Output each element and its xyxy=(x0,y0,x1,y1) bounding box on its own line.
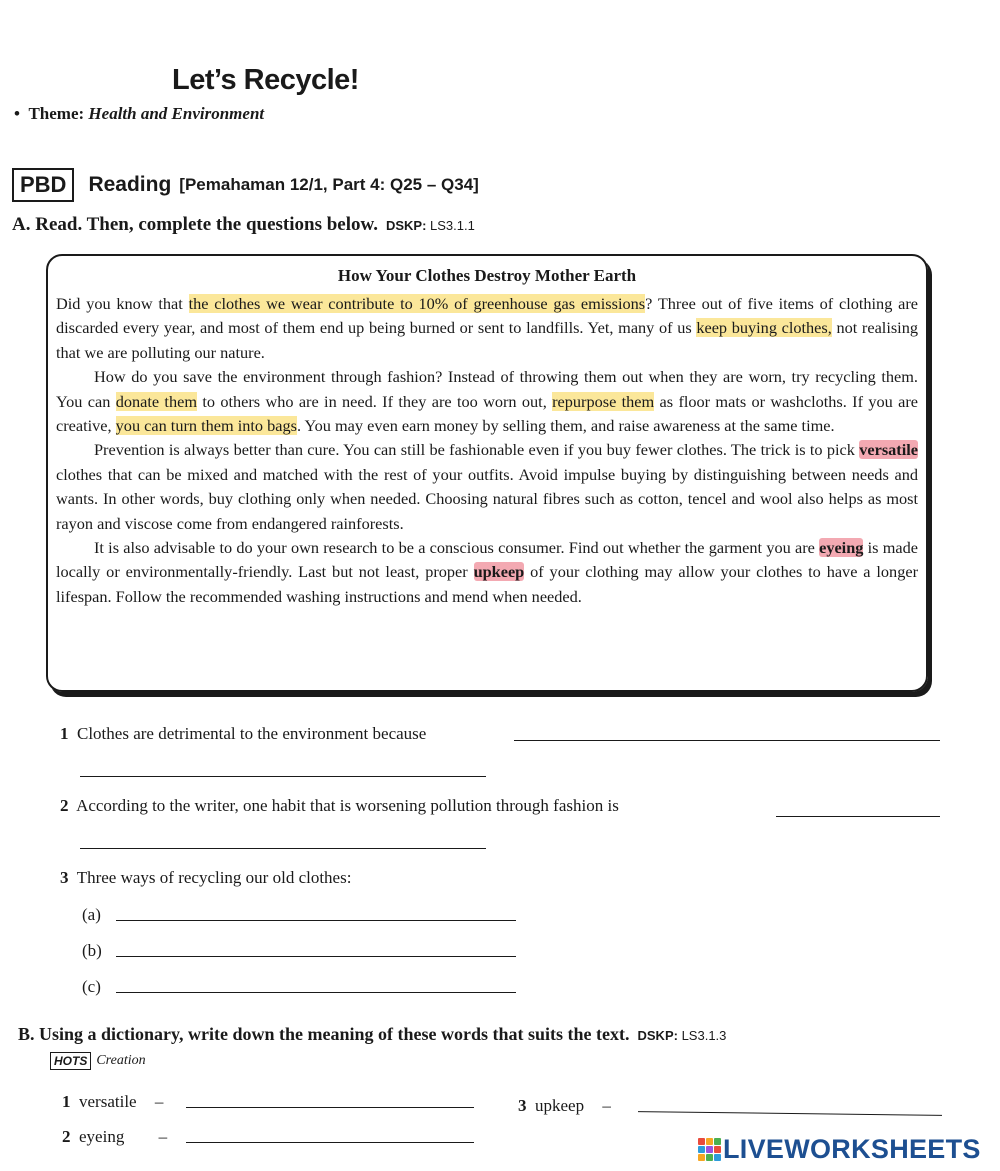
vocab-item-3 xyxy=(518,1096,611,1116)
text: clothes that can be mixed and matched with the rest of your outfits. Avoid impulse buying by distinguishing between needs and wants. In other words, buy clothing only when needed. Choosing natural fibres such as cotton, tencel and wool also helps as most rayon and viscose come from endangered rainforests. xyxy=(56,464,918,533)
answer-line-3c[interactable] xyxy=(116,992,516,993)
answer-line-vocab-3[interactable] xyxy=(638,1111,942,1116)
answer-line-3b[interactable] xyxy=(116,956,516,957)
section-b-text: B. Using a dictionary, write down the meaning of these words that suits the text. xyxy=(18,1024,630,1044)
section-a-instruction xyxy=(12,214,475,236)
sub-item-b: (b) xyxy=(82,941,102,960)
worksheet-title: Let’s Recycle! xyxy=(172,64,359,96)
reading-passage xyxy=(46,254,928,692)
logo-cell xyxy=(706,1154,713,1161)
logo-text: LIVEWORKSHEETS xyxy=(723,1134,981,1164)
text: . You may even earn money by selling them, and raise awareness at the same time. xyxy=(296,416,835,436)
sub-item-c: (c) xyxy=(82,977,101,996)
logo-cell xyxy=(698,1146,705,1153)
dskp-code: LS3.1.1 xyxy=(430,218,475,233)
hots-label: Creation xyxy=(96,1053,146,1068)
question-2 xyxy=(60,796,619,816)
highlight-pink: upkeep xyxy=(473,562,525,582)
highlight-yellow: repurpose them xyxy=(552,391,655,411)
vocab-word: versatile xyxy=(79,1092,137,1111)
dskp-code: LS3.1.3 xyxy=(681,1028,727,1043)
reading-label: Reading xyxy=(88,173,172,196)
text: is made locally or environmentally-friendly. Last but not least, proper xyxy=(56,538,918,582)
highlight-yellow: keep buying clothes, xyxy=(696,318,832,338)
logo-cell xyxy=(714,1146,721,1153)
text: ? Three out of five items of clothing are discarded every year, and most of them end up being burned or sent to landfills. Yet, many of us xyxy=(56,294,918,338)
liveworksheets-logo xyxy=(698,1134,981,1165)
passage-title: How Your Clothes Destroy Mother Earth xyxy=(337,266,637,285)
passage-paragraph-2 xyxy=(56,365,918,438)
vocab-number: 2 xyxy=(62,1127,71,1146)
section-b-instruction xyxy=(18,1024,726,1045)
section-b-dskp xyxy=(638,1028,727,1043)
vocab-dash: – xyxy=(602,1096,611,1115)
vocab-word: upkeep xyxy=(535,1096,585,1115)
highlight-yellow: you can turn them into bags xyxy=(115,416,297,436)
question-text: According to the writer, one habit that is worsening pollution through fashion is xyxy=(76,796,619,815)
text: Prevention is always better than cure. You can still be fashionable even if you buy fewer clothes. The trick is to pick xyxy=(94,440,860,460)
answer-line-q2b[interactable] xyxy=(80,848,486,849)
vocab-number: 1 xyxy=(62,1092,71,1111)
passage-paragraph-3 xyxy=(56,438,918,536)
logo-cell xyxy=(714,1138,721,1145)
logo-cell xyxy=(698,1154,705,1161)
logo-cell xyxy=(698,1138,705,1145)
vocab-word: eyeing xyxy=(79,1127,125,1146)
question-text: Clothes are detrimental to the environment because xyxy=(77,724,427,743)
answer-line-3a[interactable] xyxy=(116,920,516,921)
answer-line-vocab-2[interactable] xyxy=(186,1142,474,1143)
sub-item-a: (a) xyxy=(82,905,101,924)
question-1 xyxy=(60,724,426,744)
text: Did you know that xyxy=(56,294,189,313)
text: as floor mats or washcloths. If you are creative, xyxy=(56,391,918,436)
section-a-text: A. Read. Then, complete the questions below. xyxy=(12,214,378,235)
bullet: • xyxy=(14,104,29,123)
vocab-dash: – xyxy=(158,1127,168,1146)
theme-line xyxy=(14,104,264,124)
question-number: 1 xyxy=(60,724,69,743)
question-3 xyxy=(60,868,351,888)
vocab-number: 3 xyxy=(518,1096,527,1115)
answer-line-vocab-1[interactable] xyxy=(186,1107,474,1108)
text: It is also advisable to do your own research to be a conscious consumer. Find out whether the garment you are xyxy=(94,538,820,558)
logo-cell xyxy=(706,1146,713,1153)
question-text: Three ways of recycling our old clothes: xyxy=(76,868,352,887)
pbd-badge: PBD xyxy=(12,168,74,202)
section-a-dskp xyxy=(386,218,475,233)
vocab-item-1 xyxy=(62,1092,163,1112)
answer-line-q1b[interactable] xyxy=(80,776,486,777)
passage-paragraph-4 xyxy=(56,536,918,609)
dskp-label: DSKP: xyxy=(385,218,427,233)
hots-tag xyxy=(50,1052,146,1070)
highlight-yellow: donate them xyxy=(115,391,197,411)
answer-line-q2a[interactable] xyxy=(776,816,940,817)
answer-line-q1a[interactable] xyxy=(514,740,940,741)
reading-subtitle: [Pemahaman 12/1, Part 4: Q25 – Q34] xyxy=(179,175,479,194)
text: of your clothing may allow your clothes to have a longer lifespan. Follow the recommended washing instructions and mend when needed. xyxy=(56,562,918,606)
question-number: 2 xyxy=(60,796,69,815)
logo-cell xyxy=(714,1154,721,1161)
vocab-dash: – xyxy=(154,1092,164,1111)
highlight-pink: eyeing xyxy=(819,538,864,558)
reading-header xyxy=(12,168,479,202)
highlight-pink: versatile xyxy=(859,440,918,460)
highlight-yellow: the clothes we wear contribute to 10% of greenhouse gas emissions xyxy=(188,294,646,313)
theme-label: Theme: xyxy=(28,104,85,123)
hots-badge: HOTS xyxy=(50,1052,91,1070)
text: not realising that we are polluting our nature. xyxy=(56,318,918,362)
logo-icon xyxy=(698,1138,721,1161)
text: How do you save the environment through fashion? Instead of throwing them out when they are worn, try recycling them. You can xyxy=(56,367,918,411)
vocab-item-2 xyxy=(62,1127,167,1147)
dskp-label: DSKP: xyxy=(637,1028,678,1043)
question-number: 3 xyxy=(60,868,69,887)
text: to others who are in need. If they are too worn out, xyxy=(196,391,553,411)
theme-value: Health and Environment xyxy=(88,104,265,123)
passage-paragraph-1 xyxy=(56,292,918,365)
logo-cell xyxy=(706,1138,713,1145)
